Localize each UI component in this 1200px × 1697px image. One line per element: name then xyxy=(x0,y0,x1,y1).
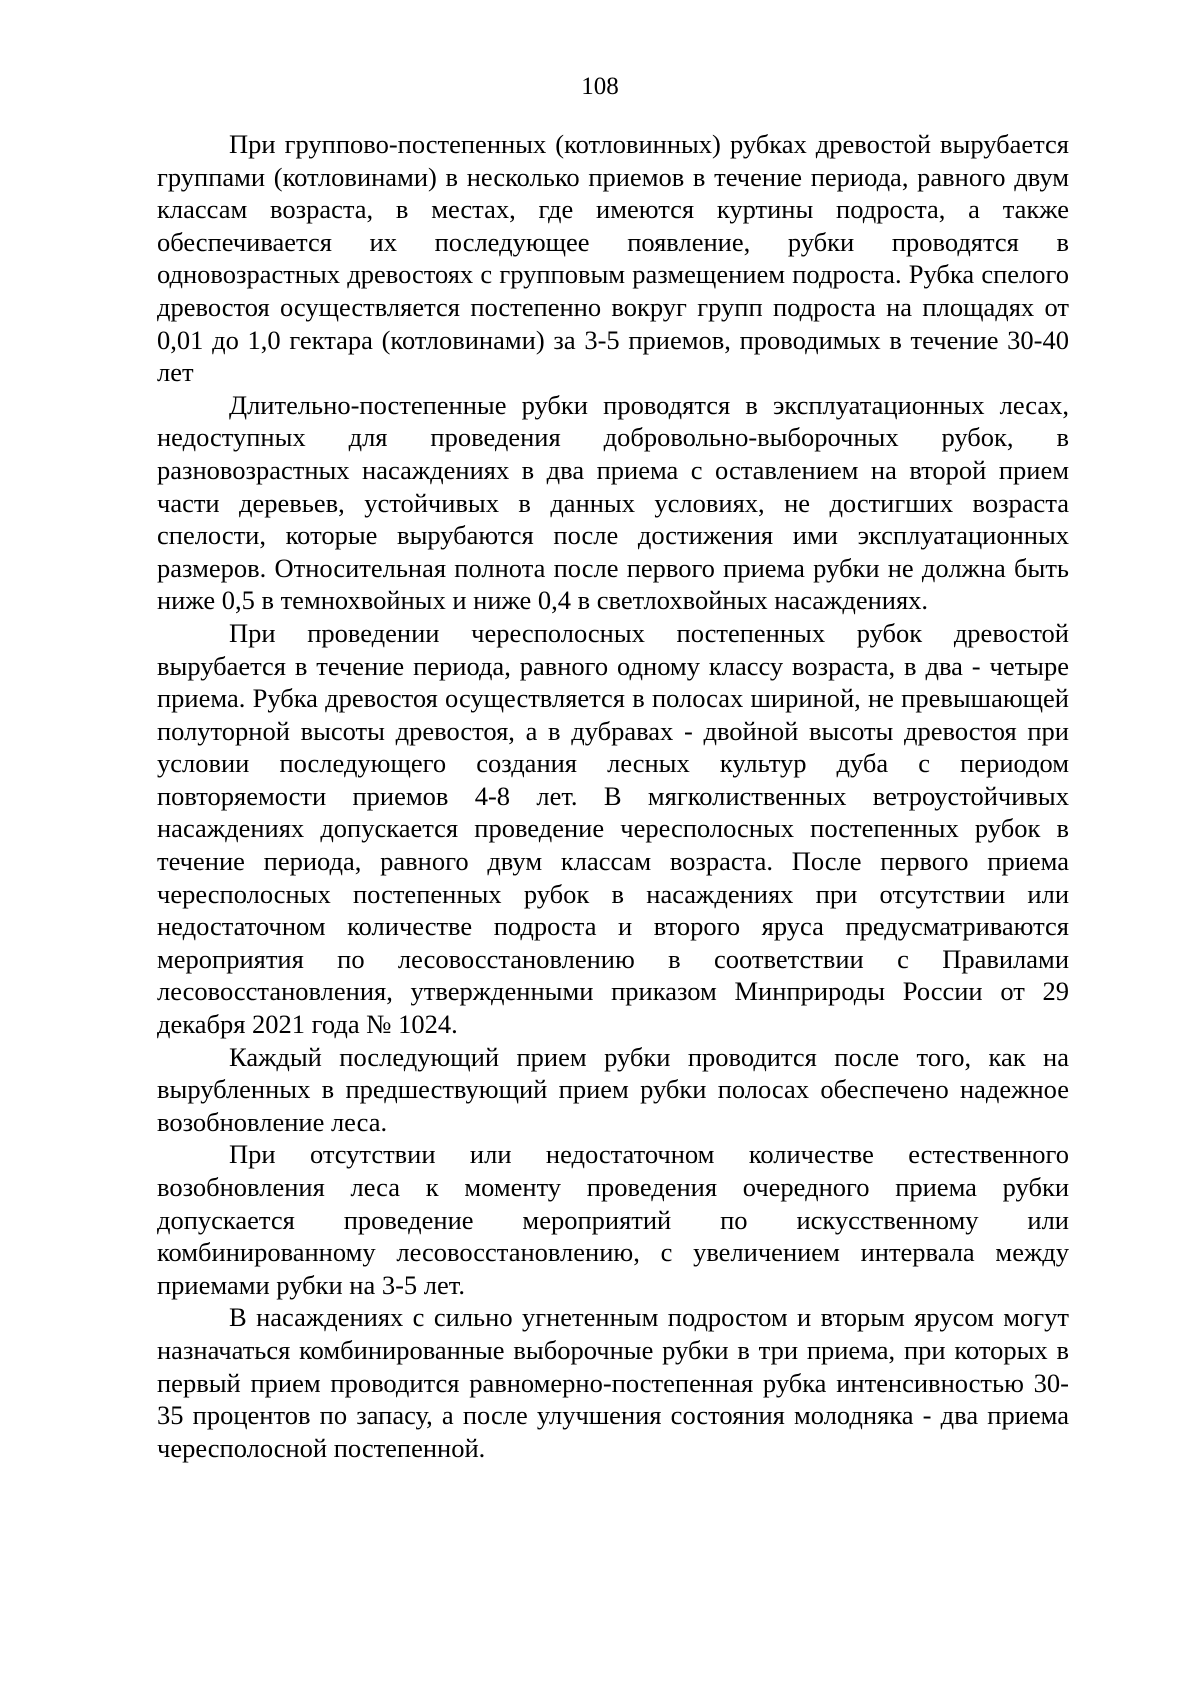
page-number: 108 xyxy=(581,73,619,100)
paragraph-long-term-gradual-felling: Длительно-постепенные рубки проводятся в эксплуатационных лесах, недоступных для проведения добровольно-выборочных рубок, в разновозрастных насаждениях в два приема с оставлением на второй прием части деревьев, устойчивых в данных условиях, не достигших возраста спелости, которые вырубаются после достижения ими эксплуатационных размеров. Относительная полнота после первого приема рубки не должна быть ниже 0,5 в темнохвойных и ниже 0,4 в светлохвойных насаждениях. xyxy=(157,389,1069,616)
paragraph-combined-selective-felling: В насаждениях с сильно угнетенным подростом и вторым ярусом могут назначаться комбинированные выборочные рубки в три приема, при которых в первый прием проводится равномерно-постепенная рубка интенсивностью 30-35 процентов по запасу, а после улучшения состояния молодняка - два приема чересполосной постепенной. xyxy=(157,1302,1069,1463)
paragraph-insufficient-regeneration: При отсутствии или недостаточном количестве естественного возобновления леса к моменту проведения очередного приема рубки допускается проведение мероприятий по искусственному или комбинированному лесовосстановлению, с увеличением интервала между приемами рубки на 3-5 лет. xyxy=(157,1139,1069,1300)
document-body xyxy=(157,128,1069,1464)
paragraph-group-selective-felling: При группово-постепенных (котловинных) рубках древостой вырубается группами (котловинами) в несколько приемов в течение периода, равного двум классам возраста, в местах, где имеются куртины подроста, а также обеспечивается их последующее появление, рубки проводятся в одновозрастных древостоях с групповым размещением подроста. Рубка спелого древостоя осуществляется постепенно вокруг групп подроста на площадях от 0,01 до 1,0 гектара (котловинами) за 3-5 приемов, проводимых в течение 30-40 лет xyxy=(157,129,1069,388)
paragraph-subsequent-felling: Каждый последующий прием рубки проводится после того, как на вырубленных в предшествующий прием рубки полосах обеспечено надежное возобновление леса. xyxy=(157,1041,1069,1137)
paragraph-strip-gradual-felling: При проведении чересполосных постепенных рубок древостой вырубается в течение периода, равного одному классу возраста, в два - четыре приема. Рубка древостоя осуществляется в полосах шириной, не превышающей полуторной высоты древостоя, а в дубравах - двойной высоты древостоя при условии последующего создания лесных культур дуба с периодом повторяемости приемов 4-8 лет. В мягколиственных ветроустойчивых насаждениях допускается проведение чересполосных постепенных рубок в течение периода, равного двум классам возраста. После первого приема чересполосных постепенных рубок в насаждениях при отсутствии или недостаточном количестве подроста и второго яруса предусматриваются мероприятия по лесовосстановлению в соответствии с Правилами лесовосстановления, утвержденными приказом Минприроды России от 29 декабря 2021 года № 1024. xyxy=(157,617,1069,1040)
